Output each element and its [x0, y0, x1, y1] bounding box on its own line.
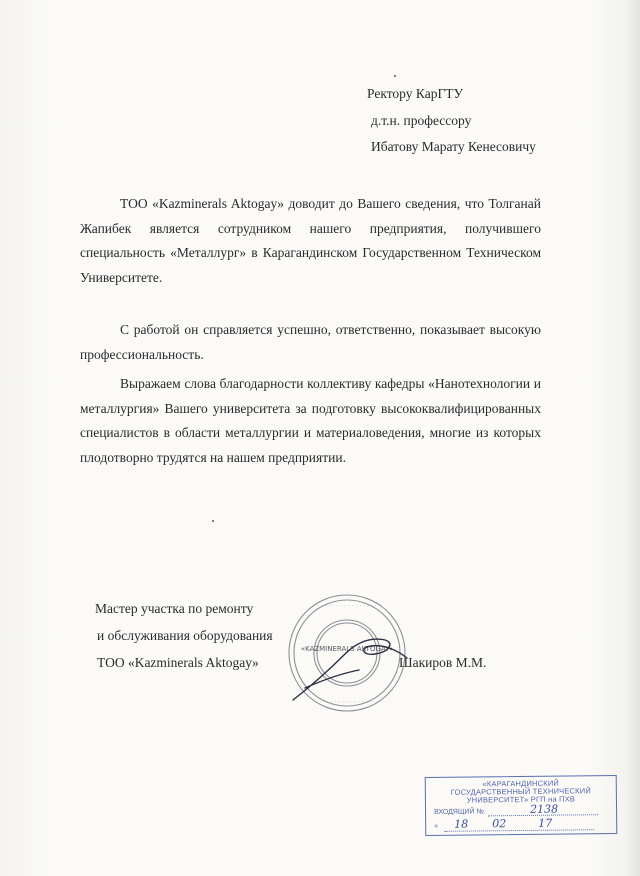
signer-company: ТОО «Kazminerals Aktogay»	[97, 655, 259, 670]
company-seal	[275, 588, 415, 723]
addressee-line-3: Ибатову Марату Кенесовичу	[371, 139, 536, 154]
addressee-line-2: д.т.н. профессору	[371, 113, 472, 128]
stamp-line-2: ГОСУДАРСТВЕННЫЙ ТЕХНИЧЕСКИЙ	[450, 786, 591, 797]
svg-text:· · · · · · · · · · · · · · ·: · · · · · · · · · · · · · · · ·	[317, 603, 377, 610]
stamp-date-month: 02	[492, 817, 507, 831]
body-paragraph-2: С работой он справляется успешно, ответственно, показывает высокую профессиональность.	[80, 322, 541, 362]
svg-text:· · · · · · · · · · · · · · ·: · · · · · · · · · · · · · · ·	[319, 699, 375, 706]
stamp-date-label: «	[434, 822, 439, 830]
stamp-date-year: 17	[538, 816, 553, 830]
seal-center-text: «KAZMINERALS AKTOGAY»	[300, 645, 394, 653]
ink-speck	[394, 75, 396, 77]
signer-position-line-2: и обслуживания оборудования	[97, 628, 273, 643]
stamp-line-3: УНИВЕРСИТЕТ» РГП на ПХВ	[466, 794, 576, 805]
body-paragraph-1: ТОО «Kazminerals Aktogay» доводит до Вашего сведения, что Толганай Жапибек является сотрудником нашего предприятия, получившего специальность «Металлург» в Карагандинском Государственном Техническом Университете.	[80, 196, 541, 285]
body-paragraph-3: Выражаем слова благодарности коллективу кафедры «Нанотехнологии и металлургия» Вашего университета за подготовку высококвалифицированных специалистов в области металлургии и материаловедения, многие из которых плодотворно трудятся на нашем предприятии.	[80, 376, 541, 465]
stamp-number-label: ВХОДЯЩИЙ №	[434, 808, 485, 816]
incoming-registration-stamp	[425, 775, 618, 836]
addressee-line-1: Ректору КарГТУ	[367, 86, 464, 101]
ink-speck	[212, 520, 214, 522]
stamp-number-value: 2138	[529, 802, 559, 816]
stamp-line-1: «КАРАГАНДИНСКИЙ	[482, 778, 560, 789]
signer-position-line-1: Мастер участка по ремонту	[95, 601, 254, 616]
signer-name: Шакиров М.М.	[399, 655, 487, 670]
stamp-date-day: 18	[454, 817, 469, 831]
